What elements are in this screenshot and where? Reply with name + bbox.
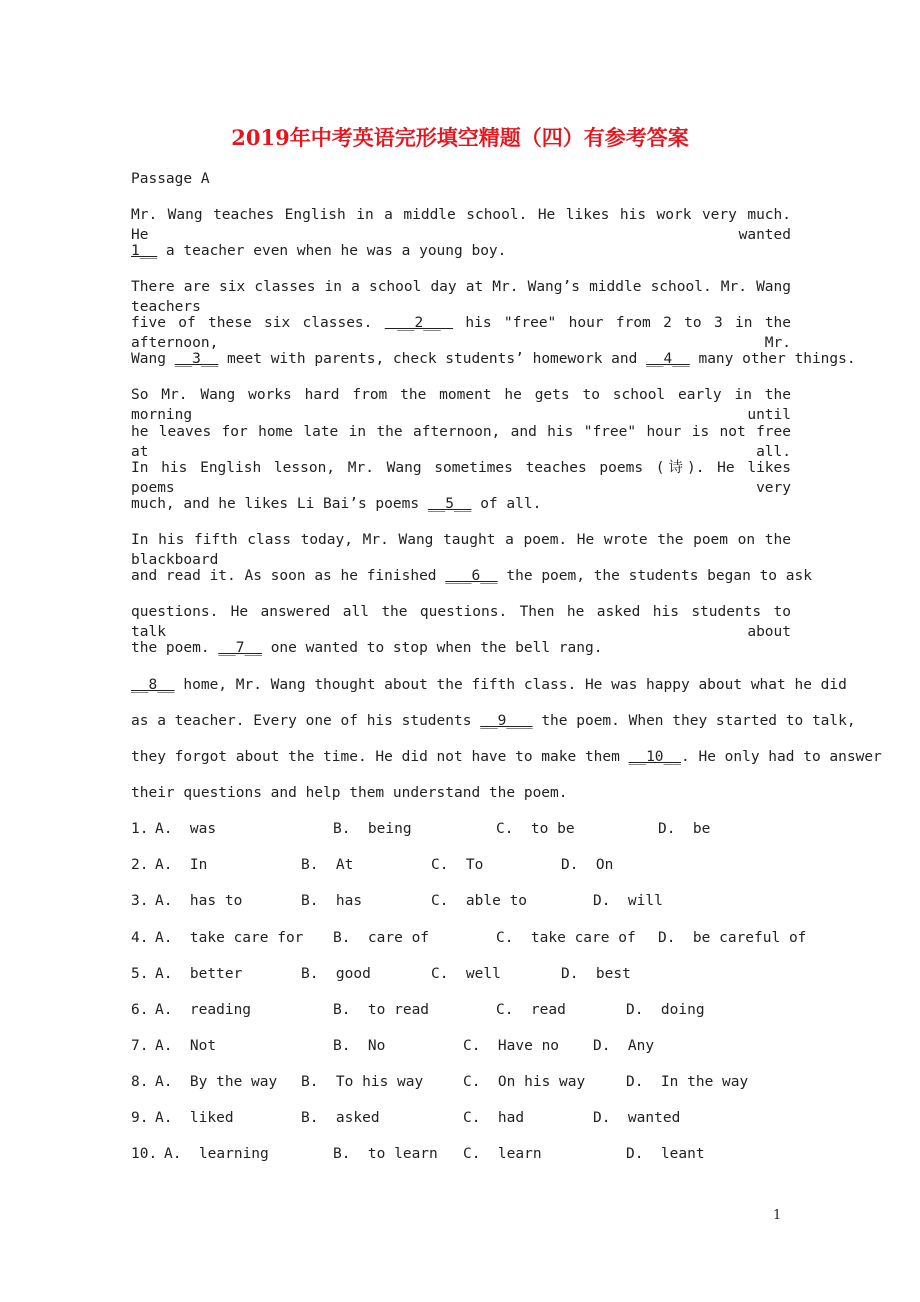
option-a: A. better bbox=[155, 966, 243, 982]
question-number: 5. bbox=[131, 966, 149, 982]
option-a: A. has to bbox=[155, 893, 243, 909]
blank-7: __7__ bbox=[218, 640, 262, 656]
option-c: C. able to bbox=[431, 893, 528, 909]
passage-line: they forgot about the time. He did not have to make them __10__. He only had to answer bbox=[131, 749, 882, 765]
passage-line: There are six classes in a school day at Mr. Wang’s middle school. Mr. Wang teachers bbox=[131, 279, 791, 315]
option-a: A. take care for bbox=[155, 930, 304, 946]
question-number: 2. bbox=[131, 857, 149, 873]
option-a: A. By the way bbox=[155, 1074, 278, 1090]
passage-heading: Passage A bbox=[131, 171, 210, 187]
passage-line: __8__ home, Mr. Wang thought about the fifth class. He was happy about what he did bbox=[131, 677, 847, 693]
option-d: D. be bbox=[658, 821, 711, 837]
document-title: 2019年中考英语完形填空精题（四）有参考答案 bbox=[231, 125, 689, 150]
option-a: A. learning bbox=[164, 1146, 269, 1162]
blank-10: __10__ bbox=[628, 749, 681, 765]
blank-9: __9___ bbox=[480, 713, 533, 729]
option-b: B. being bbox=[333, 821, 412, 837]
question-number: 3. bbox=[131, 893, 149, 909]
option-b: B. To his way bbox=[301, 1074, 424, 1090]
passage-line: Mr. Wang teaches English in a middle school. He likes his work very much. He wanted bbox=[131, 207, 791, 243]
option-b: B. to learn bbox=[333, 1146, 438, 1162]
passage-line: In his English lesson, Mr. Wang sometimes teaches poems (诗). He likes poems very bbox=[131, 460, 791, 496]
blank-2: __2__ bbox=[384, 315, 454, 331]
option-c: C. to be bbox=[496, 821, 575, 837]
option-b: B. asked bbox=[301, 1110, 380, 1126]
question-number: 8. bbox=[131, 1074, 149, 1090]
question-number: 9. bbox=[131, 1110, 149, 1126]
option-d: D. best bbox=[561, 966, 631, 982]
option-c: C. learn bbox=[463, 1146, 542, 1162]
passage-line: So Mr. Wang works hard from the moment he gets to school early in the morning until bbox=[131, 387, 791, 423]
option-c: C. read bbox=[496, 1002, 566, 1018]
option-b: B. to read bbox=[333, 1002, 430, 1018]
passage-line: In his fifth class today, Mr. Wang taught a poem. He wrote the poem on the blackboard bbox=[131, 532, 791, 568]
option-a: A. reading bbox=[155, 1002, 252, 1018]
option-d: D. leant bbox=[626, 1146, 705, 1162]
option-b: B. care of bbox=[333, 930, 430, 946]
option-b: B. At bbox=[301, 857, 354, 873]
option-d: D. In the way bbox=[626, 1074, 749, 1090]
passage-line: five of these six classes. __2__ his "free" hour from 2 to 3 in the afternoon, Mr. bbox=[131, 315, 792, 351]
option-b: B. has bbox=[301, 893, 363, 909]
passage-line: much, and he likes Li Bai’s poems __5__ of all. bbox=[131, 496, 542, 512]
option-d: D. be careful of bbox=[658, 930, 807, 946]
blank-5: __5__ bbox=[427, 496, 472, 512]
option-c: C. had bbox=[463, 1110, 525, 1126]
passage-line: Wang __3__ meet with parents, check students’ homework and __4__ many other things. bbox=[131, 351, 856, 367]
passage-line: 1__ a teacher even when he was a young boy. bbox=[131, 243, 507, 259]
passage-line: as a teacher. Every one of his students __9___ the poem. When they started to talk, bbox=[131, 713, 856, 729]
option-c: C. To bbox=[431, 857, 484, 873]
blank-8: __8__ bbox=[131, 677, 175, 693]
passage-line: the poem. __7__ one wanted to stop when the bell rang. bbox=[131, 640, 603, 656]
option-d: D. wanted bbox=[593, 1110, 681, 1126]
option-c: C. well bbox=[431, 966, 501, 982]
option-c: C. Have no bbox=[463, 1038, 560, 1054]
option-c: C. take care of bbox=[496, 930, 636, 946]
option-c: C. On his way bbox=[463, 1074, 586, 1090]
passage-line: questions. He answered all the questions. Then he asked his students to talk about bbox=[131, 604, 791, 640]
question-number: 6. bbox=[131, 1002, 149, 1018]
option-b: B. No bbox=[333, 1038, 386, 1054]
option-b: B. good bbox=[301, 966, 371, 982]
passage-line: he leaves for home late in the afternoon, and his "free" hour is not free at all. bbox=[131, 424, 791, 460]
option-d: D. Any bbox=[593, 1038, 655, 1054]
question-number: 1. bbox=[131, 821, 149, 837]
blank-4: __4__ bbox=[646, 351, 690, 367]
question-number: 7. bbox=[131, 1038, 149, 1054]
option-a: A. was bbox=[155, 821, 217, 837]
page-number: 1 bbox=[773, 1208, 782, 1223]
option-a: A. Not bbox=[155, 1038, 217, 1054]
question-number: 10. bbox=[131, 1146, 158, 1162]
option-a: A. In bbox=[155, 857, 208, 873]
question-number: 4. bbox=[131, 930, 149, 946]
option-d: D. doing bbox=[626, 1002, 705, 1018]
passage-line: and read it. As soon as he finished ___6__ the poem, the students began to ask bbox=[131, 568, 812, 584]
option-d: D. On bbox=[561, 857, 614, 873]
blank-6: ___6__ bbox=[445, 568, 498, 584]
option-d: D. will bbox=[593, 893, 663, 909]
passage-line: their questions and help them understand the poem. bbox=[131, 785, 568, 801]
blank-3: __3__ bbox=[174, 351, 219, 367]
blank-1: 1__ bbox=[131, 243, 158, 259]
option-a: A. liked bbox=[155, 1110, 234, 1126]
